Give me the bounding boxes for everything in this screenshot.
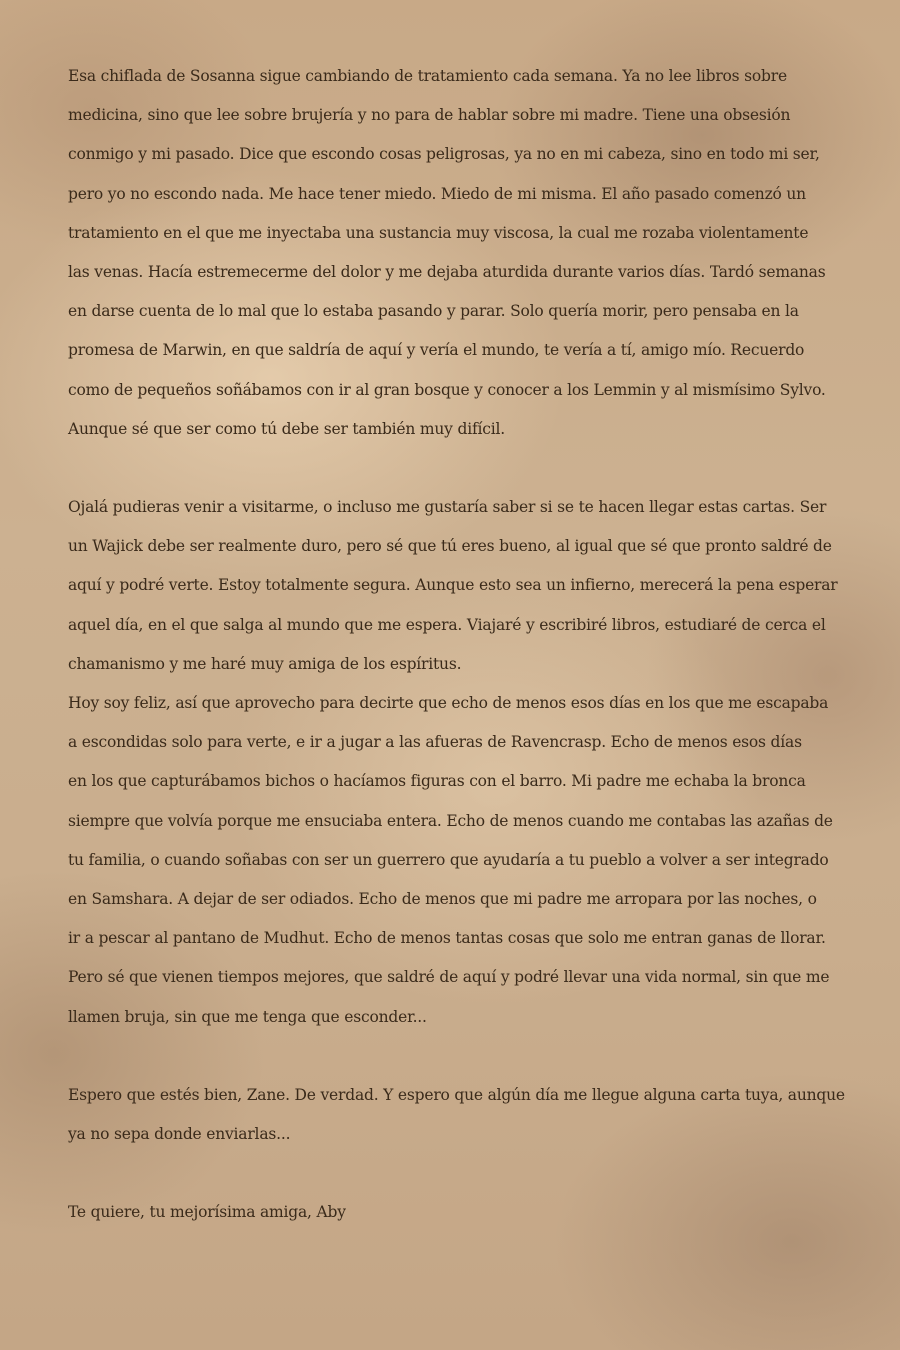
text-line: Ojalá pudieras venir a visitarme, o incluso me gustaría saber si se te hacen llegar estas cartas. Ser [68,498,827,517]
paragraph-2 [68,488,868,684]
text-line: Pero sé que vienen tiempos mejores, que saldré de aquí y podré llevar una vida normal, sin que me [68,968,830,987]
text-line: a escondidas solo para verte, e ir a jugar a las afueras de Ravencrasp. Echo de menos esos días [68,733,802,752]
text-line: tu familia, o cuando soñabas con ser un guerrero que ayudaría a tu pueblo a volver a ser integrado [68,850,829,869]
paragraph-4 [68,1076,868,1154]
text-line: Esa chiflada de Sosanna sigue cambiando de tratamiento cada semana. Ya no lee libros sobre [68,67,787,85]
text-line: Hoy soy feliz, así que aprovecho para decirte que echo de menos esos días en los que me escapaba [68,694,829,712]
paragraph-gap [68,1037,868,1076]
text-line: aquí y podré verte. Estoy totalmente segura. Aunque esto sea un infierno, merecerá la pena esperar [68,576,838,595]
text-line: tratamiento en el que me inyectaba una sustancia muy viscosa, la cual me rozaba violentamente [68,223,809,242]
text-line: un Wajick debe ser realmente duro, pero sé que tú eres bueno, al igual que sé que pronto saldré de [68,537,832,556]
text-line: en darse cuenta de lo mal que lo estaba pasando y parar. Solo quería morir, pero pensaba en la [68,302,799,321]
text-line: como de pequeños soñábamos con ir al gran bosque y conocer a los Lemmin y al mismísimo Sylvo. [68,380,826,399]
text-line: llamen bruja, sin que me tenga que esconder... [68,1007,427,1026]
text-line: chamanismo y me haré muy amiga de los espíritus. [68,654,462,673]
text-line: pero yo no escondo nada. Me hace tener miedo. Miedo de mi misma. El año pasado comenzó un [68,184,806,203]
text-line: en los que capturábamos bichos o hacíamos figuras con el barro. Mi padre me echaba la bronca [68,772,806,791]
text-line: ir a pescar al pantano de Mudhut. Echo de menos tantas cosas que solo me entran ganas de llorar. [68,929,826,948]
paragraph-3 [68,684,868,1037]
text-line: promesa de Marwin, en que saldría de aquí y vería el mundo, te vería a tí, amigo mío. Recuerdo [68,341,805,360]
text-line: Espero que estés bien, Zane. De verdad. Y espero que algún día me llegue alguna carta tuya, aunque [68,1085,845,1104]
text-line: siempre que volvía porque me ensuciaba entera. Echo de menos cuando me contabas las azañas de [68,811,833,830]
text-line: ya no sepa donde enviarlas... [68,1125,291,1144]
paragraph-gap [68,1154,868,1193]
text-line: en Samshara. A dejar de ser odiados. Echo de menos que mi padre me arropara por las noches, o [68,889,817,908]
text-line: Aunque sé que ser como tú debe ser también muy difícil. [68,419,505,438]
letter-body [68,57,868,1233]
paragraph-gap [68,449,868,488]
signature: Te quiere, tu mejorísima amiga, Aby [68,1203,346,1222]
text-line: aquel día, en el que salga al mundo que me espera. Viajaré y escribiré libros, estudiaré de cerca el [68,615,826,634]
text-line: las venas. Hacía estremecerme del dolor y me dejaba aturdida durante varios días. Tardó semanas [68,262,826,281]
text-line: medicina, sino que lee sobre brujería y no para de hablar sobre mi madre. Tiene una obsesión [68,106,791,125]
paragraph-1 [68,57,868,449]
text-line: conmigo y mi pasado. Dice que escondo cosas peligrosas, ya no en mi cabeza, sino en todo mi ser, [68,145,820,164]
